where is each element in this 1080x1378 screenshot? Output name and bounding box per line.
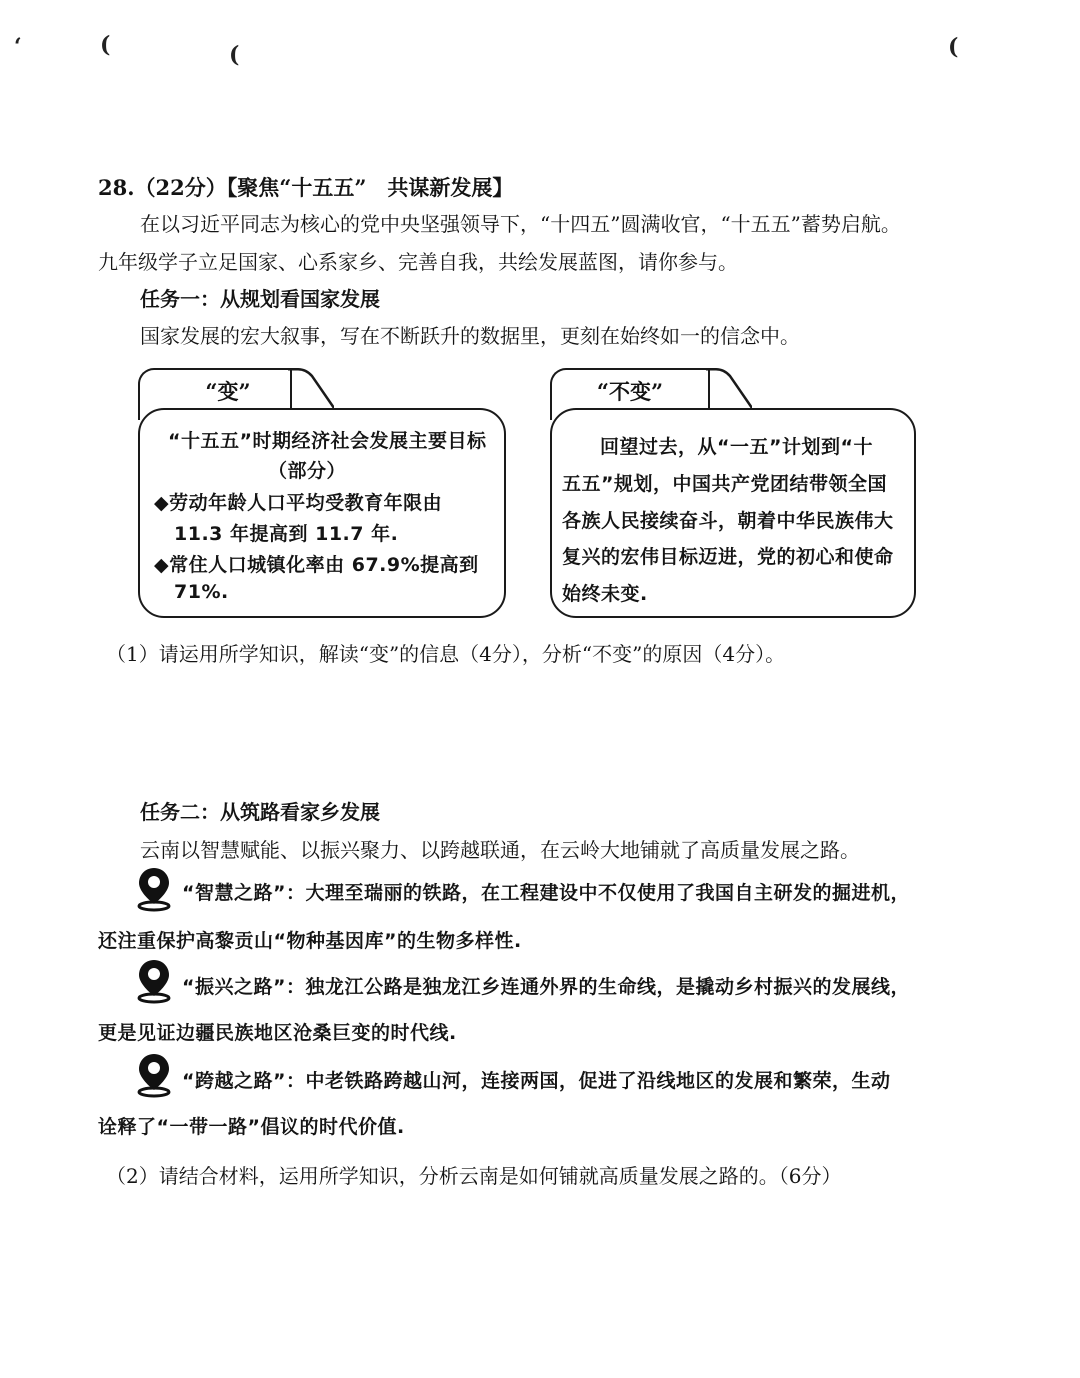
card-line: 各族人民接续奋斗，朝着中华民族伟大 (562, 510, 894, 532)
road-line: 还注重保护高黎贡山“物种基因库”的生物多样性. (98, 930, 522, 952)
location-pin-icon (136, 1052, 172, 1098)
task2-question: （2）请结合材料，运用所学知识，分析云南是如何铺就高质量发展之路的。（6分） (106, 1164, 842, 1188)
road-line: 更是见证边疆民族地区沧桑巨变的时代线. (98, 1022, 457, 1044)
scan-mark: ( (229, 42, 240, 68)
card-line: 回望过去，从“一五”计划到“十 (600, 436, 873, 458)
road-line: “跨越之路”：中老铁路跨越山河，连接两国，促进了沿线地区的发展和繁荣，生动 (182, 1070, 891, 1092)
card-line: （部分） (268, 460, 347, 482)
card-line: 始终未变. (562, 583, 648, 605)
location-pin-icon (136, 958, 172, 1004)
card-tab-label: “不变” (596, 379, 664, 404)
question-title: 28.（22分）【聚焦“十五五” 共谋新发展】 (98, 175, 514, 200)
card-line: 11.3 年提高到 11.7 年. (174, 523, 399, 545)
task2-intro: 云南以智慧赋能、以振兴聚力、以跨越联通，在云岭大地铺就了高质量发展之路。 (140, 838, 860, 862)
card-line: 71%. (174, 581, 229, 603)
card-line: 复兴的宏伟目标迈进，党的初心和使命 (562, 546, 894, 568)
road-line: “振兴之路”：独龙江公路是独龙江乡连通外界的生命线，是撬动乡村振兴的发展线， (182, 976, 910, 998)
card-line: ◆劳动年龄人口平均受教育年限由 (154, 492, 443, 514)
card-line: 五五”规划，中国共产党团结带领全国 (562, 473, 887, 495)
task1-intro: 国家发展的宏大叙事，写在不断跃升的数据里，更刻在始终如一的信念中。 (140, 324, 800, 348)
task2-heading: 任务二：从筑路看家乡发展 (140, 800, 380, 824)
task1-heading: 任务一：从规划看国家发展 (140, 287, 380, 311)
scan-mark: ‘ (14, 34, 22, 60)
card-unchanged (550, 368, 916, 618)
question-intro-line: 九年级学子立足国家、心系家乡、完善自我，共绘发展蓝图，请你参与。 (98, 250, 738, 274)
road-line: 诠释了“一带一路”倡议的时代价值. (98, 1116, 405, 1138)
card-line: “十五五”时期经济社会发展主要目标 (168, 430, 487, 452)
scan-mark: ( (100, 32, 111, 58)
road-line: “智慧之路”：大理至瑞丽的铁路，在工程建设中不仅使用了我国自主研发的掘进机， (182, 882, 910, 904)
task1-question: （1）请运用所学知识，解读“变”的信息（4分），分析“不变”的原因（4分）。 (106, 642, 786, 666)
card-line: ◆常住人口城镇化率由 67.9%提高到 (154, 554, 479, 576)
scan-mark: ( (948, 34, 959, 60)
card-change (138, 368, 506, 618)
location-pin-icon (136, 866, 172, 912)
question-intro-line: 在以习近平同志为核心的党中央坚强领导下，“十四五”圆满收官，“十五五”蓄势启航。 (140, 212, 901, 236)
card-tab-label: “变” (205, 379, 251, 404)
